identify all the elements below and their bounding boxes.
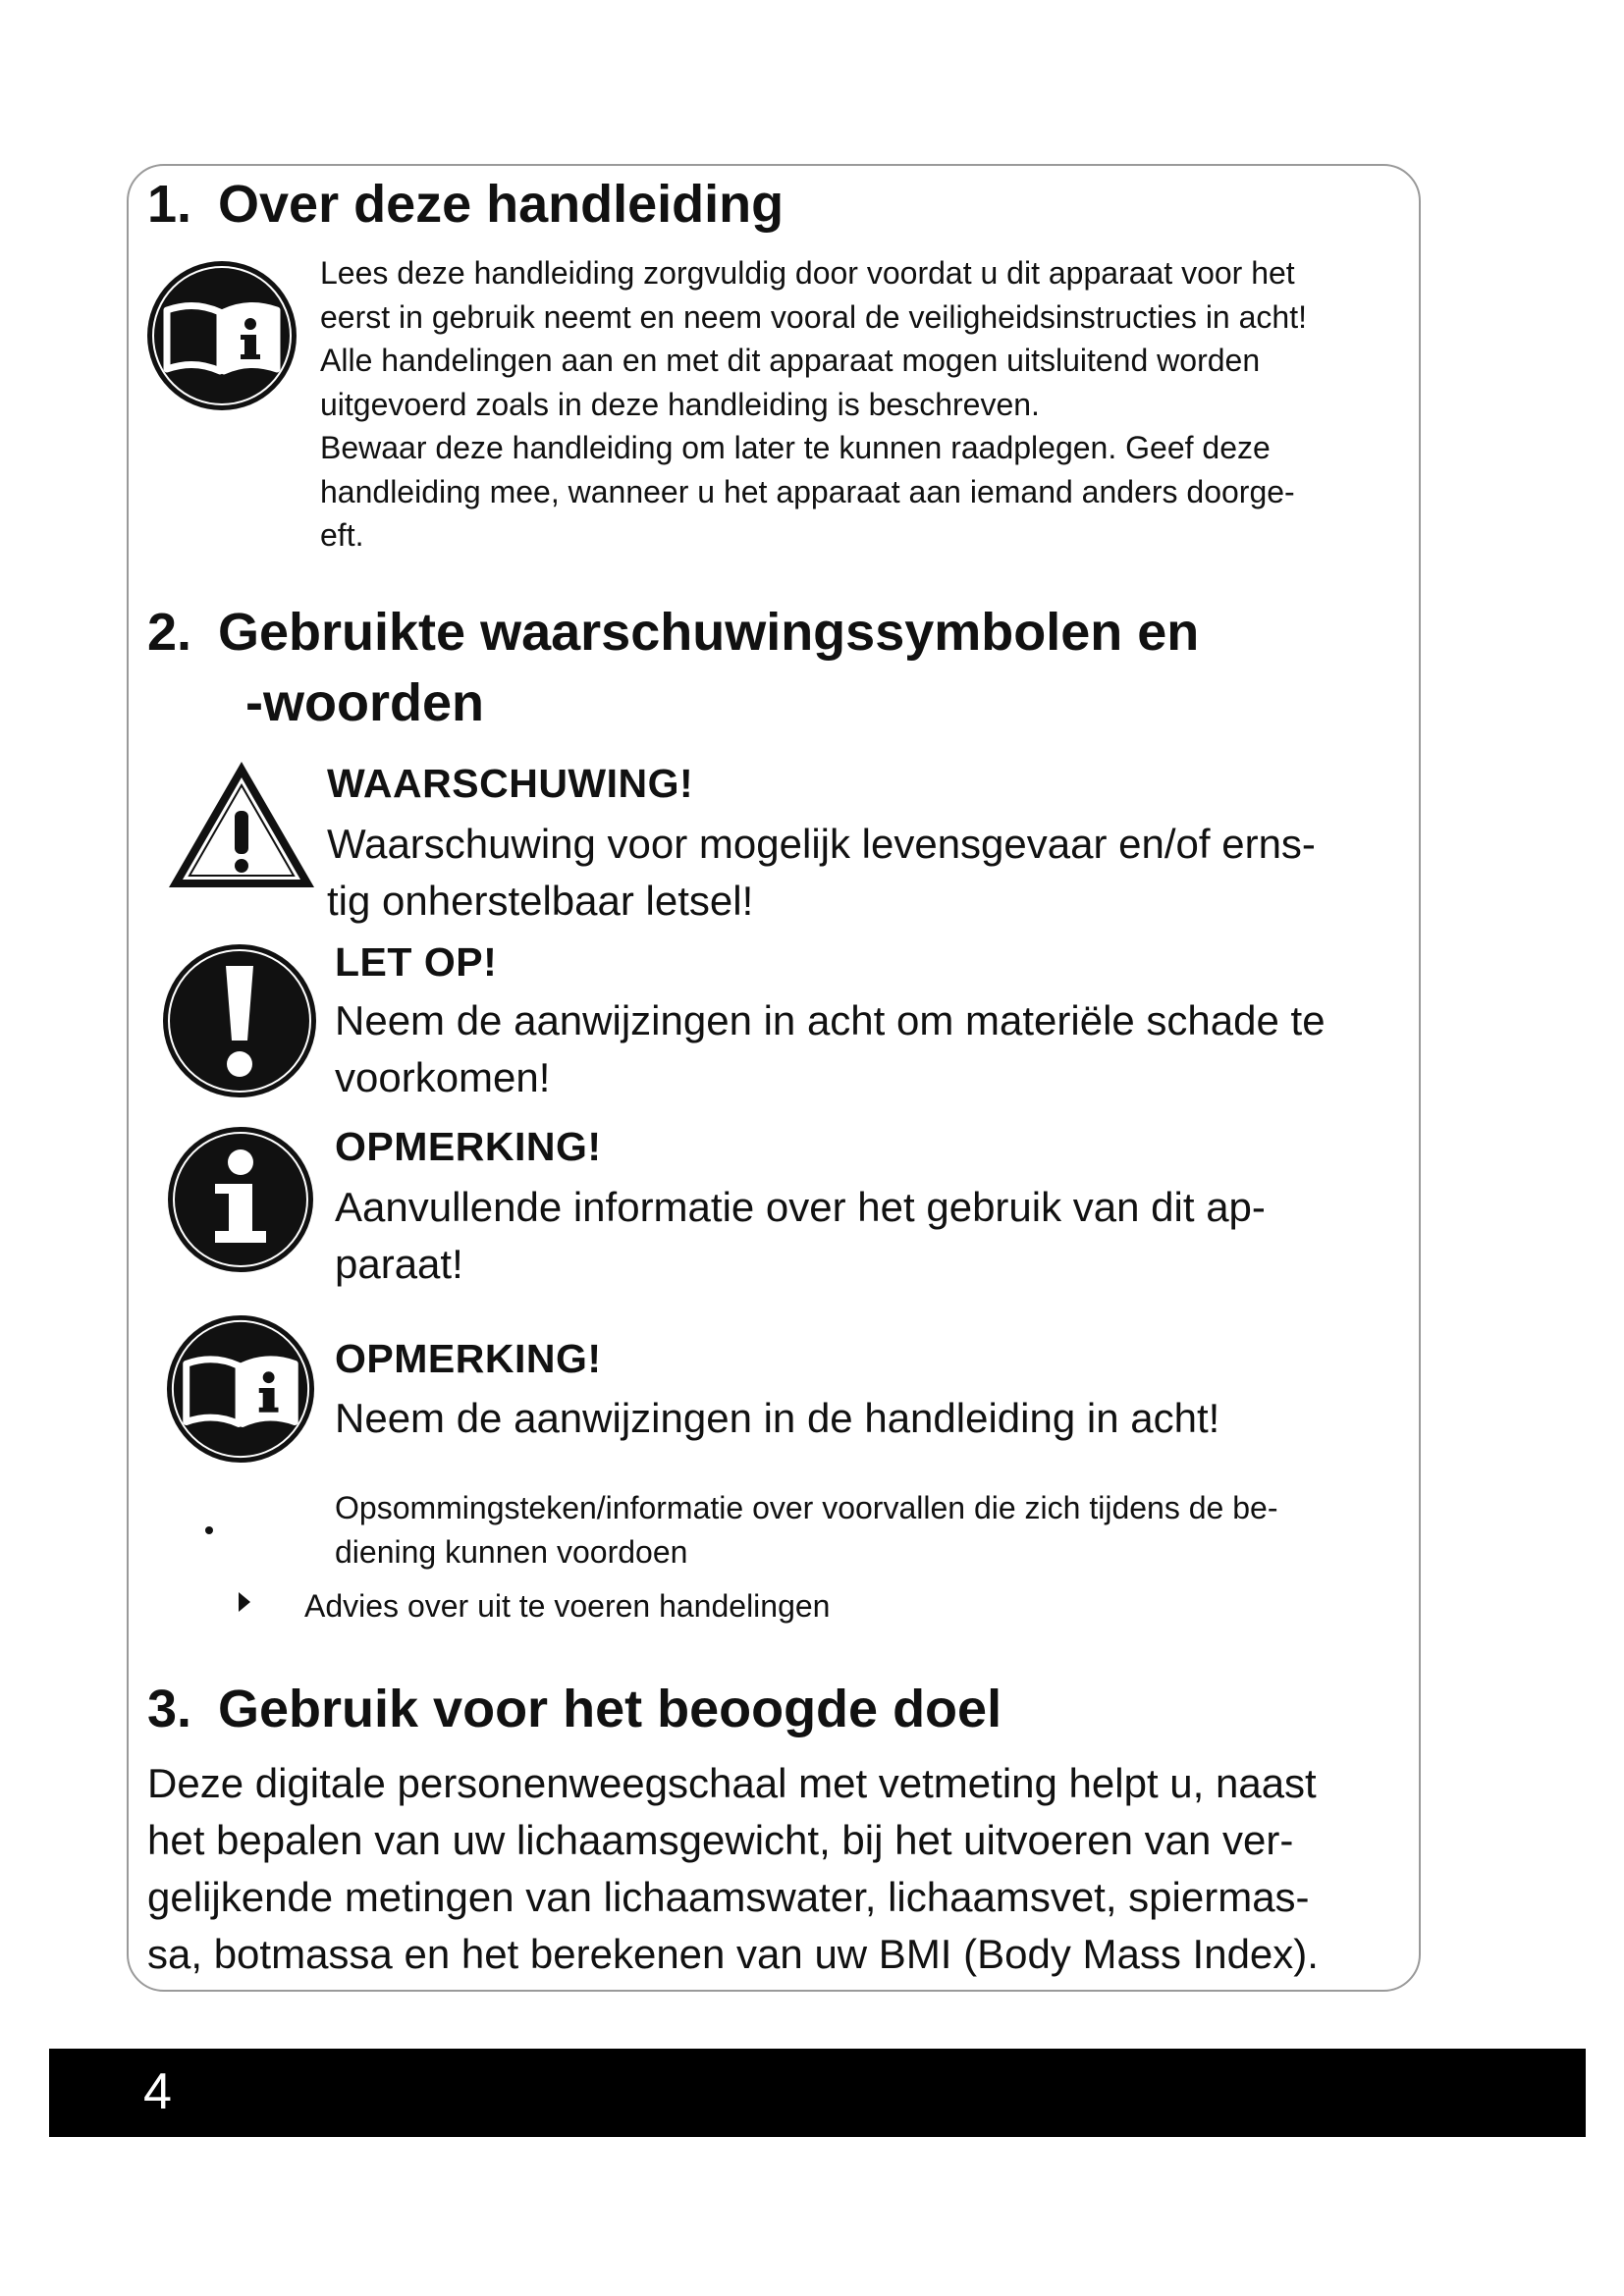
section1-line: Alle handelingen aan en met dit apparaat mogen uitsluitend worden <box>320 343 1261 378</box>
section1-line: handleiding mee, wanneer u het apparaat aan iemand anders doorge- <box>320 473 1295 509</box>
warning-triangle-icon <box>163 756 320 893</box>
caution-title: LET OP! <box>335 939 498 985</box>
section3-number: 3. <box>147 1680 192 1738</box>
bullet-description <box>335 1486 1277 1574</box>
manual-note-text <box>335 1390 1219 1447</box>
section3-line: gelijkende metingen van lichaamswater, lichaamsvet, spiermas- <box>147 1874 1310 1920</box>
warning-title: WAARSCHUWING! <box>327 761 694 806</box>
section3-title: Gebruik voor het beoogde doel <box>218 1680 1002 1738</box>
section2-heading-cont <box>245 667 484 738</box>
bullet-description-line: Opsommingsteken/informatie over voorvallen die zich tijdens de be- <box>335 1490 1278 1525</box>
section2-heading <box>147 597 1199 667</box>
page-number: 4 <box>143 2063 172 2120</box>
manual-note-title: OPMERKING! <box>335 1336 602 1381</box>
section1-line: eft. <box>320 517 364 553</box>
warning-text <box>327 816 1316 930</box>
section3-line: sa, botmassa en het berekenen van uw BMI (Body Mass Index). <box>147 1931 1319 1977</box>
note-text <box>335 1179 1266 1293</box>
section2-title-line2: -woorden <box>245 673 484 732</box>
note-title: OPMERKING! <box>335 1124 602 1169</box>
section1-line: Bewaar deze handleiding om later te kunnen raadplegen. Geef deze <box>320 430 1271 465</box>
section2-number: 2. <box>147 603 192 662</box>
section1-number: 1. <box>147 175 192 234</box>
manual-info-icon <box>145 259 298 412</box>
note-text-line: Aanvullende informatie over het gebruik van dit ap- <box>335 1184 1266 1230</box>
section3-text <box>147 1755 1319 1983</box>
section3-heading <box>147 1674 1001 1744</box>
action-arrow-icon <box>239 1592 250 1612</box>
bullet-dot-icon <box>205 1526 213 1534</box>
caution-text <box>335 992 1326 1106</box>
manual-note-text-line: Neem de aanwijzingen in de handleiding in acht! <box>335 1395 1220 1441</box>
bullet-description-line: diening kunnen voordoen <box>335 1533 688 1570</box>
note-text-line: paraat! <box>335 1241 463 1287</box>
exclamation-circle-icon <box>161 942 318 1099</box>
section1-heading <box>147 169 784 240</box>
section3-line: het bepalen van uw lichaamsgewicht, bij het uitvoeren van ver- <box>147 1817 1294 1863</box>
manual-info-icon <box>165 1313 316 1465</box>
action-description <box>304 1584 830 1629</box>
caution-text-line: voorkomen! <box>335 1054 551 1100</box>
section1-title: Over deze handleiding <box>218 175 785 234</box>
warning-text-line: tig onherstelbaar letsel! <box>327 878 754 924</box>
section1-text <box>320 251 1307 558</box>
section2-title-line1: Gebruikte waarschuwingssymbolen en <box>218 603 1200 662</box>
footer-bar <box>49 2049 1586 2137</box>
section1-line: Lees deze handleiding zorgvuldig door voordat u dit apparaat voor het <box>320 255 1295 291</box>
action-description-line: Advies over uit te voeren handelingen <box>304 1588 831 1624</box>
section1-line: eerst in gebruik neemt en neem vooral de veiligheidsinstructies in acht! <box>320 298 1307 335</box>
info-circle-icon <box>166 1125 315 1274</box>
caution-text-line: Neem de aanwijzingen in acht om materiële schade te <box>335 997 1326 1043</box>
section3-line: Deze digitale personenweegschaal met vetmeting helpt u, naast <box>147 1760 1317 1806</box>
warning-text-line: Waarschuwing voor mogelijk levensgevaar en/of erns- <box>327 821 1316 867</box>
section1-line: uitgevoerd zoals in deze handleiding is beschreven. <box>320 386 1040 422</box>
